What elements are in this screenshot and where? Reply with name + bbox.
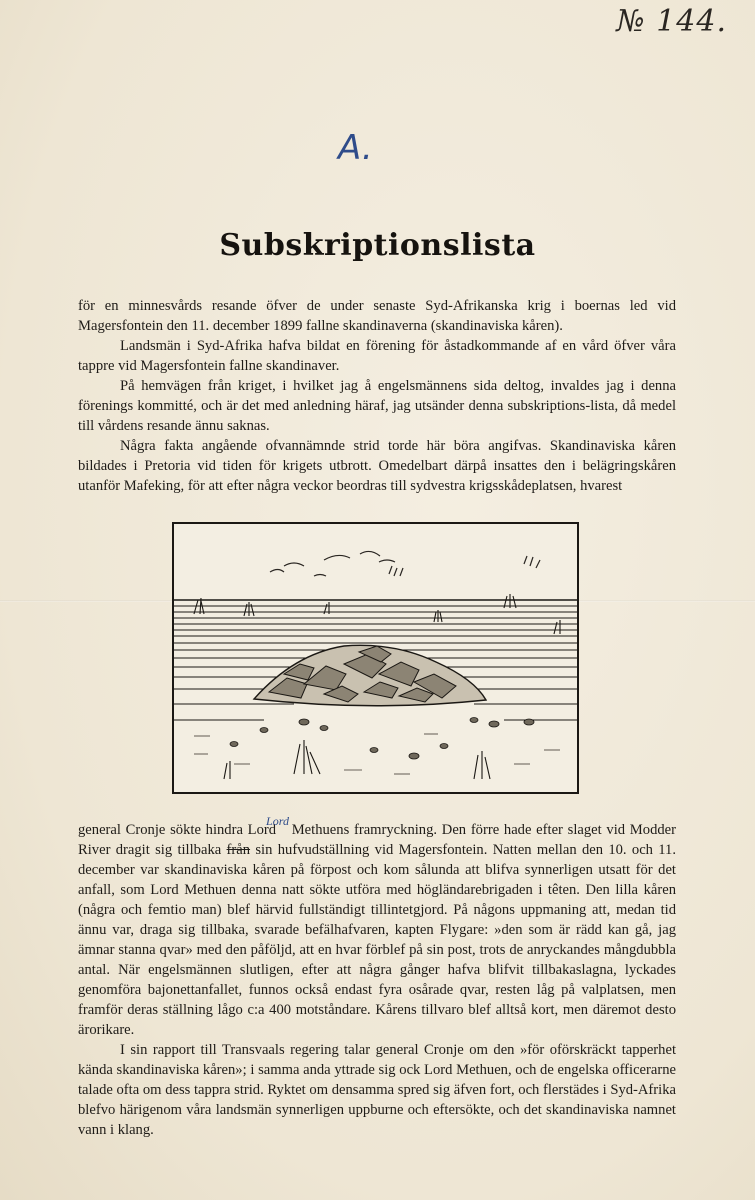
handwritten-annotation: A. (338, 128, 373, 168)
scattered-stones (230, 718, 534, 760)
battle-text-end: sin hufvudställning vid Magersfontein. Natten mellan den 10. och 11. december var skandinaviska kåren på förpost och kom sålunda att blifva synnerligen utsatt för det anfall, som Lord Methuen denna natt sökte utföra med högländarebrigaden i têten. Den lilla kåren (några och femtio man) blef härvid fullständigt tillintetgjord. På någons uppmaning att, medan tid ännu var, draga sig tillbaka, svarade befälhafvaren, kapten Flygare: »den som är rädd kan gå, jag ämnar stanna qvar» med den påföljd, att en hvar förblef på sin post, trots de anryckandes mångdubbla antal. När engelsmännen slutligen, efter att några gånger hafva blifvit tillbakaslagna, lyckades genomföra bajonettanfallet, funnos också endast fyra osårade qvar, resten låg på valplatsen, men framför deras ställning lågo c:a 400 motståndare. Kårens tillvaro blef alltså kort, men däremot desto ärorikare. (78, 842, 676, 1038)
struck-word: från (226, 842, 251, 858)
foreground-dashes (194, 734, 560, 774)
sky-strokes (270, 551, 540, 576)
battle-text-middle: Methuens framryckning. Den förre hade efter slaget vid Modder River dragit sig tillbaka (78, 822, 676, 858)
stone-cairn (254, 645, 486, 705)
paragraph-facts: Några fakta angående ofvannämnde strid torde här böra angifvas. Skandinaviska kåren bildades i Pretoria vid tiden för krigets utbrott. Omedelbart därpå insattes den i belägringskåren utanför Mafeking, för att efter några veckor beordras till sydvestra krigsskådeplatsen, hvarest (78, 438, 676, 494)
history-text (78, 814, 676, 1140)
paragraph-report: I sin rapport till Transvaals regering talar general Cronje om den »för oförskräckt tapperhet kända skandinaviska kåren»; i samma anda yttrade sig ock Lord Methuen, och de engelska officerarne talade ofta om dess tappra strid. Ryktet om densamma spred sig äfven fort, och flerstädes i Syd-Afrika blefvo härigenom våra landsmän synnerligen uppburne och eftersökte, och det skandinaviska namnet vann i klang. (78, 1042, 676, 1138)
page-title: Subskriptionslista (219, 228, 536, 263)
handwritten-insertion: Lord (266, 814, 289, 828)
paragraph-battle (78, 814, 676, 1040)
paragraph-intro: för en minnesvårds resande öfver de under senaste Syd-Afrikanska krig i boernas led vid Magersfontein den 11. december 1899 fallne skandinaverna (skandinaviska kåren). (78, 298, 676, 334)
illustration-cairn (172, 522, 579, 794)
handwritten-number: № 144. (616, 4, 727, 39)
paragraph-committee: På hemvägen från kriget, i hvilket jag å engelsmännens sida deltog, invaldes jag i denna förenings kommitté, och är det med anledning häraf, jag utsänder denna subskriptions-lista, då medel till vårdens resande ännu saknas. (78, 378, 676, 434)
intro-text (78, 296, 676, 496)
battle-text-start: general Cronje sökte hindra Lord (78, 822, 277, 838)
cairn-drawing (174, 524, 577, 792)
paragraph-association: Landsmän i Syd-Afrika hafva bildat en förening för åstadkommande af en vård öfver våra tappre vid Magersfontein fallne skandinaver. (78, 338, 676, 374)
